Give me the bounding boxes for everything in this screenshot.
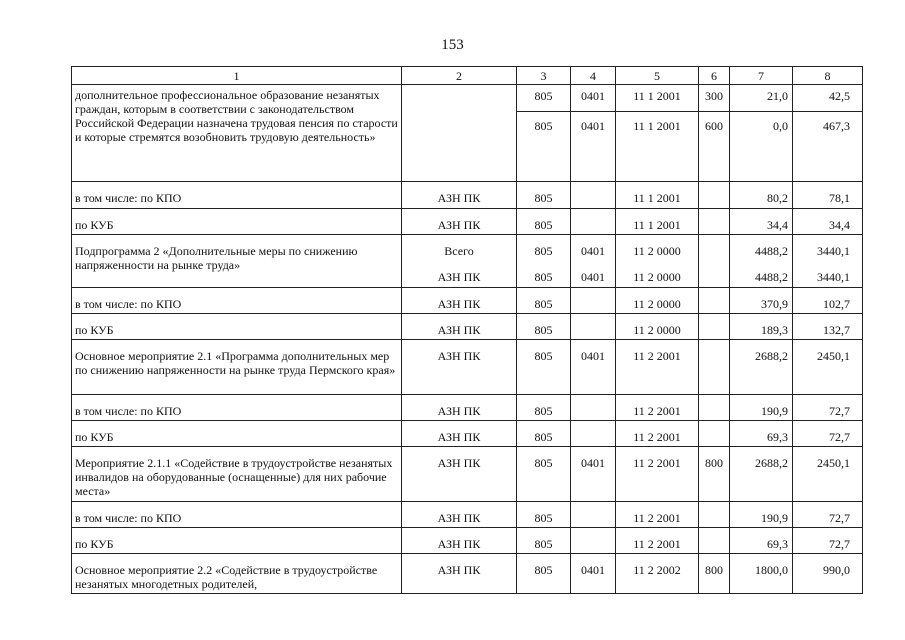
amount-year2: 3440,1 — [817, 244, 850, 258]
target-code: 11 2 0000 — [633, 244, 681, 258]
section-code: 0401 — [571, 554, 616, 594]
column-number-row — [72, 67, 863, 85]
table-row — [72, 340, 863, 395]
row-description: в том числе: по КПО — [72, 502, 402, 528]
responsible-value: АЗН ПК — [437, 270, 481, 284]
target-code: 11 2 0000 — [633, 270, 681, 284]
target-code-cell — [616, 85, 699, 182]
responsible-cell — [402, 235, 517, 288]
section-code: 0401 — [571, 340, 616, 395]
section-code-cell — [571, 85, 616, 182]
responsible-value: АЗН ПК — [402, 421, 517, 447]
expense-type-cell — [699, 85, 730, 182]
target-code: 11 2 0000 — [616, 288, 699, 314]
budget-table — [71, 66, 863, 594]
responsible-value: АЗН ПК — [402, 554, 517, 594]
row-description: Основное мероприятие 2.1 «Программа дополнительных мер по снижению напряженности на рынке труда Пермского края» — [72, 340, 402, 395]
section-code: 0401 — [581, 244, 605, 258]
ministry-code: 805 — [517, 502, 571, 528]
expense-type — [699, 209, 730, 235]
amount-year2: 2450,1 — [793, 340, 863, 395]
amount-year1: 2688,2 — [730, 447, 793, 502]
table-row — [72, 554, 863, 594]
page-number: 153 — [441, 37, 464, 53]
column-header: 8 — [793, 67, 863, 85]
amount-year2-cell — [793, 235, 863, 288]
row-description: по КУБ — [72, 314, 402, 340]
responsible-value: АЗН ПК — [402, 288, 517, 314]
row-description: в том числе: по КПО — [72, 395, 402, 421]
responsible-value: АЗН ПК — [402, 182, 517, 209]
expense-type — [699, 235, 729, 261]
target-code: 11 2 2001 — [616, 340, 699, 395]
expense-type-cell — [699, 235, 730, 288]
target-code: 11 1 2001 — [633, 89, 681, 103]
table-row — [72, 421, 863, 447]
target-code: 11 2 2002 — [616, 554, 699, 594]
expense-type: 600 — [699, 111, 729, 137]
section-code — [571, 502, 616, 528]
row-description: Подпрограмма 2 «Дополнительные меры по снижению напряженности на рынке труда» — [72, 235, 402, 288]
column-header: 6 — [699, 67, 730, 85]
target-code: 11 1 2001 — [616, 182, 699, 209]
target-code: 11 2 2001 — [616, 502, 699, 528]
column-header: 4 — [571, 67, 616, 85]
row-description: в том числе: по КПО — [72, 182, 402, 209]
expense-type: 800 — [699, 447, 730, 502]
expense-type: 300 — [705, 89, 723, 103]
target-code: 11 2 2001 — [616, 447, 699, 502]
responsible-value: АЗН ПК — [402, 528, 517, 554]
responsible-value — [402, 85, 516, 111]
amount-year2: 34,4 — [793, 209, 863, 235]
ministry-code: 805 — [517, 447, 571, 502]
amount-year1: 21,0 — [767, 89, 788, 103]
ministry-code: 805 — [517, 340, 571, 395]
row-description: в том числе: по КПО — [72, 288, 402, 314]
amount-year1: 34,4 — [730, 209, 793, 235]
ministry-code-cell — [517, 85, 571, 182]
responsible-value: АЗН ПК — [402, 395, 517, 421]
amount-year1: 2688,2 — [730, 340, 793, 395]
responsible-value: Всего — [444, 244, 474, 258]
ministry-code: 805 — [517, 182, 571, 209]
responsible-value: АЗН ПК — [402, 314, 517, 340]
expense-type — [699, 261, 729, 287]
target-code: 11 2 2001 — [616, 421, 699, 447]
section-code: 0401 — [571, 111, 615, 137]
column-header: 1 — [72, 67, 402, 85]
table-row — [72, 395, 863, 421]
ministry-code: 805 — [534, 89, 553, 103]
responsible-value: АЗН ПК — [402, 209, 517, 235]
section-code — [571, 314, 616, 340]
target-code: 11 2 2001 — [616, 395, 699, 421]
amount-year1: 4488,2 — [755, 244, 788, 258]
table-row — [72, 288, 863, 314]
ministry-code-cell — [517, 235, 571, 288]
table-row — [72, 502, 863, 528]
amount-year1: 190,9 — [730, 502, 793, 528]
table-row — [72, 209, 863, 235]
amount-year1: 190,9 — [730, 395, 793, 421]
ministry-code: 805 — [534, 244, 553, 258]
table-row — [72, 182, 863, 209]
amount-year2: 72,7 — [793, 421, 863, 447]
expense-type — [699, 502, 730, 528]
amount-year1: 370,9 — [730, 288, 793, 314]
expense-type — [699, 395, 730, 421]
amount-year2: 42,5 — [829, 89, 850, 103]
ministry-code: 805 — [517, 421, 571, 447]
amount-year2-cell — [793, 85, 863, 182]
column-header: 5 — [616, 67, 699, 85]
row-description: по КУБ — [72, 421, 402, 447]
section-code — [571, 209, 616, 235]
section-code: 0401 — [581, 89, 605, 103]
row-description: по КУБ — [72, 528, 402, 554]
amount-year2: 72,7 — [793, 502, 863, 528]
column-header: 3 — [517, 67, 571, 85]
ministry-code: 805 — [517, 111, 570, 137]
amount-year1: 80,2 — [730, 182, 793, 209]
amount-year2: 3440,1 — [817, 270, 850, 284]
amount-year2: 72,7 — [793, 395, 863, 421]
amount-year1: 1800,0 — [730, 554, 793, 594]
target-code: 11 2 2001 — [616, 528, 699, 554]
ministry-code: 805 — [534, 270, 553, 284]
section-code: 0401 — [581, 270, 605, 284]
ministry-code: 805 — [517, 395, 571, 421]
amount-year1-cell — [730, 235, 793, 288]
table-row — [72, 314, 863, 340]
expense-type — [699, 314, 730, 340]
expense-type — [699, 340, 730, 395]
target-code: 11 1 2001 — [616, 209, 699, 235]
row-description: по КУБ — [72, 209, 402, 235]
target-code-cell — [616, 235, 699, 288]
amount-year2: 72,7 — [793, 528, 863, 554]
column-header: 7 — [730, 67, 793, 85]
section-code — [571, 421, 616, 447]
ministry-code: 805 — [517, 314, 571, 340]
section-code — [571, 395, 616, 421]
amount-year2: 132,7 — [793, 314, 863, 340]
target-code: 11 1 2001 — [616, 111, 698, 137]
amount-year2: 102,7 — [793, 288, 863, 314]
expense-type — [699, 421, 730, 447]
responsible-cell — [402, 85, 517, 182]
table-row — [72, 85, 863, 182]
expense-type — [699, 182, 730, 209]
ministry-code: 805 — [517, 528, 571, 554]
section-code — [571, 528, 616, 554]
amount-year2: 2450,1 — [793, 447, 863, 502]
table-row — [72, 447, 863, 502]
target-code: 11 2 0000 — [616, 314, 699, 340]
expense-type: 800 — [699, 554, 730, 594]
column-header: 2 — [402, 67, 517, 85]
amount-year2: 990,0 — [793, 554, 863, 594]
row-description: дополнительное профессиональное образование незанятых граждан, которым в соответствии с законодательством Российской Федерации назначена трудовая пенсия по старости и которые стремятся возобновить трудовую деятельность» — [72, 85, 402, 182]
amount-year2: 78,1 — [793, 182, 863, 209]
table-row — [72, 235, 863, 288]
ministry-code: 805 — [517, 554, 571, 594]
row-description: Мероприятие 2.1.1 «Содействие в трудоустройстве незанятых инвалидов на оборудованные (оснащенные) для них рабочие места» — [72, 447, 402, 502]
expense-type — [699, 288, 730, 314]
amount-year1-cell — [730, 85, 793, 182]
expense-type — [699, 528, 730, 554]
section-code — [571, 288, 616, 314]
table-row — [72, 528, 863, 554]
ministry-code: 805 — [517, 209, 571, 235]
responsible-value: АЗН ПК — [402, 340, 517, 395]
section-code-cell — [571, 235, 616, 288]
responsible-value: АЗН ПК — [402, 447, 517, 502]
row-description: Основное мероприятие 2.2 «Содействие в трудоустройстве незанятых многодетных родителей, — [72, 554, 402, 594]
ministry-code: 805 — [517, 288, 571, 314]
amount-year1: 69,3 — [730, 421, 793, 447]
amount-year1: 4488,2 — [755, 270, 788, 284]
responsible-value: АЗН ПК — [402, 502, 517, 528]
amount-year1: 0,0 — [730, 111, 792, 137]
amount-year1: 189,3 — [730, 314, 793, 340]
section-code — [571, 182, 616, 209]
section-code: 0401 — [571, 447, 616, 502]
amount-year1: 69,3 — [730, 528, 793, 554]
amount-year2: 467,3 — [793, 111, 862, 137]
